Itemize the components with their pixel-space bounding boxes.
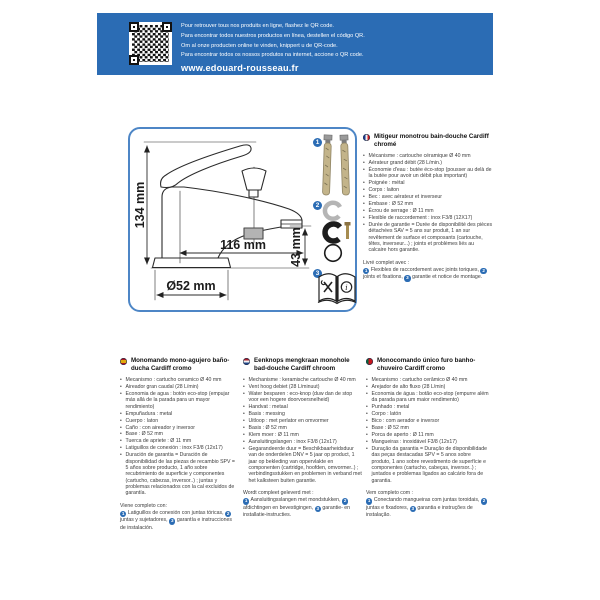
accessory-badge-2: 2: [313, 201, 322, 210]
spec-panel-french: [363, 133, 493, 282]
spec-item: • Mangueiras : inoxidável F3/8 (12x17): [366, 439, 490, 445]
spec-item: • Water besparen : eco-knop (duw dan de stop voor een hogere doorvoersnelheid): [243, 391, 363, 404]
faucet-technical-drawing: [132, 131, 314, 310]
accessory-badge-3: 3: [313, 269, 322, 278]
spec-list-spanish: [120, 377, 239, 497]
fixing-kit-icon: [318, 200, 354, 264]
flag-icon-netherlands: [243, 358, 250, 365]
dim-label-reach: 116 mm: [220, 238, 266, 252]
spec-list-french: [363, 153, 493, 254]
flag-icon-france: [363, 134, 370, 141]
delivered-intro: Vem completo com :: [366, 489, 413, 496]
panel-title-dutch: Eenknops mengkraan monohole bad-douche Cardiff chroom: [243, 357, 363, 373]
spec-list-dutch: [243, 377, 363, 484]
diverter-knob: [242, 168, 266, 190]
spec-item: • Bec : avec aérateur et inverseur: [363, 194, 493, 200]
qr-finder-icon: [162, 22, 172, 32]
svg-text:i: i: [345, 282, 348, 292]
step-badge: 1: [367, 498, 371, 504]
flag-icon-portugal: [366, 358, 373, 365]
spec-item: • Economia de agua : botón eco-stop (empujar más allá de la parada para un mayor rendimiento): [120, 391, 239, 410]
step-badge: 2: [482, 498, 486, 504]
spec-item: • Durée de garantie = Durée de disponibilité des pièces détachées SAV = 5 ans sur produit, 1 an sur revêtement de surface et composants (cartouche, têtes, inverseur...) ; joints et problèmes liés au calcaire hors garantie.: [363, 222, 493, 254]
qr-instruction-line: Para encontrar todos nuestros productos en línea, destellen el código QR.: [181, 32, 365, 39]
spec-item: • Embase : Ø 52 mm: [363, 201, 493, 207]
panel-title-portuguese: Monocomando único furo banho-chuveiro Cardiff cromo: [366, 357, 490, 373]
delivered-with-portuguese: Vem completo com : 1 Conectando mangueiras com juntas toroidais, 2 juntas e fixadores, 3 garantia e instruções de instalação.: [366, 490, 490, 519]
instruction-manual-icon: [316, 268, 358, 308]
spec-item: • Uitloop : met perlator en omvormer: [243, 418, 363, 424]
spec-list-portuguese: [366, 377, 490, 484]
spec-item: • Corps : laiton: [363, 187, 493, 193]
dim-label-height: 134 mm: [133, 181, 147, 229]
flexible-hoses-icon: [320, 134, 354, 198]
step-badge: 2: [226, 510, 230, 516]
spec-item: • Duração da garantia = Duração de disponibilidade das peças destacadas SPV = 5 anos sobre produto, 1 ano sobre revestimento de superfície e componentes (cartucho, cabeças, inversor..) ; juntados e problemas ligados ao calcário fora de garantia.: [366, 446, 490, 484]
faucet-lever: [161, 145, 252, 188]
spec-item: • Economia de água : botão eco-stop (empurre além da parada para um maior rendimento): [366, 391, 490, 404]
o-ring-icon: [325, 245, 342, 262]
dim-label-base-diameter: Ø52 mm: [166, 279, 216, 293]
spec-item: • Vent hoog debiet (28 L/minuut): [243, 384, 363, 390]
flag-icon-spain: [120, 358, 127, 365]
qr-finder-icon: [129, 22, 139, 32]
panel-title-spanish: Monomando mono-agujero baño-ducha Cardiff cromo: [120, 357, 239, 373]
spec-item: • Basis : Ø 52 mm: [243, 425, 363, 431]
accessory-badge-1: 1: [313, 138, 322, 147]
spec-item: • Base : Ø 52 mm: [366, 425, 490, 431]
spec-item: • Mechanisme : keramische cartouche Ø 40 mm: [243, 377, 363, 383]
spec-item: • Latiguillos de conexión : inox F3/8 (12x17): [120, 445, 239, 451]
step-badge: 3: [170, 518, 174, 524]
delivered-intro: Wordt compleet geleverd met :: [243, 489, 314, 496]
spec-item: • Empuñadura : metal: [120, 411, 239, 417]
spec-item: • Aireador gran caudal (28 L/min): [120, 384, 239, 390]
spec-item: • Écrou de serrage : Ø 11 mm: [363, 208, 493, 214]
spec-item: • Base : Ø 52 mm: [120, 431, 239, 437]
knob-stem: [249, 190, 258, 197]
spec-panel-portuguese: [366, 357, 490, 519]
spec-item: • Klem moer : Ø 11 mm: [243, 432, 363, 438]
spec-item: • Handvat : metaal: [243, 404, 363, 410]
website-url: www.edouard-rousseau.fr: [181, 63, 299, 74]
step-badge: 1: [121, 510, 125, 516]
washer-black: [325, 224, 340, 241]
panel-title-french: Mitigeur monotrou bain-douche Cardiff chromé: [363, 133, 493, 149]
spec-item: • Caño : con aireador y inversor: [120, 425, 239, 431]
step-badge: 1: [364, 267, 368, 273]
spec-item: • Mécanisme : cartouche céramique Ø 40 mm: [363, 153, 493, 159]
screw-icon: [346, 225, 349, 239]
qr-finder-icon: [129, 55, 139, 65]
spec-item: • Tuerca de apriete : Ø 11 mm: [120, 438, 239, 444]
qr-code: [129, 22, 172, 65]
qr-instruction-line: Pour retrouver tous nos produits en ligne, flashez le QR code.: [181, 23, 334, 29]
delivered-intro: Livré complet avec :: [363, 259, 410, 266]
spec-item: • Aansluitingslangen : inox F3/8 (12x17): [243, 439, 363, 445]
delivered-intro: Viene completo con:: [120, 502, 167, 509]
qr-instruction-line: Para encontrar todos os nossos produtos na internet, accione o QR code.: [181, 52, 364, 59]
spec-item: • Mecanismo : cartucho ceramico Ø 40 mm: [120, 377, 239, 383]
dim-label-spout-height: 43 mm: [289, 227, 303, 267]
spec-item: • Cuerpo : laton: [120, 418, 239, 424]
spec-panel-dutch: [243, 357, 363, 519]
header-text: [181, 22, 486, 73]
header-banner: [97, 13, 493, 75]
delivered-with-dutch: Wordt compleet geleverd met : 1 Aansluitingsslangen met mondstukken, 2 afdichtingen en bevestigingen, 3 garantie- en installatie-instructies.: [243, 490, 363, 519]
step-badge: 1: [244, 498, 248, 504]
spec-item: • Flexible de raccordement : inox F3/8 (12X17): [363, 215, 493, 221]
delivered-with-french: Livré complet avec : 1 Flexibles de raccordement avec joints toriques, 2 joints et fixations, 3 garantie et notice de montage.: [363, 260, 493, 282]
spec-panel-spanish: [120, 357, 239, 531]
spec-item: • Gegarandeerde duur = Beschikbaarheidsduur van de onderdelen DNV = 5 jaar op product, 1 jaar op bekleding van oppervlakte en componenten (cartridge, hoofden, omvormer..) ; verbindingsstukken en problemen in verband met het kalksteen buiten garantie.: [243, 446, 363, 484]
technical-drawing-panel: [128, 127, 357, 312]
base-plate: [153, 258, 231, 268]
washer-gray: [325, 203, 340, 219]
step-badge: 3: [411, 505, 415, 511]
spec-item: • Arejador de alto fluxo (28 L/min): [366, 384, 490, 390]
qr-instructions: [181, 22, 486, 61]
spec-item: • Corpo : latón: [366, 411, 490, 417]
spec-item: • Basis : messing: [243, 411, 363, 417]
spec-item: • Duración de garantia = Duración de disponibilidad de las piezas de recambio SPV = 5 años sobre producto, 1 año sobre recubrimiento de superficie y componentes (cartucho, cabezas, inversor..) ; juntas y problemas relacionados con la cal excluidos de garantía.: [120, 452, 239, 496]
spec-item: • Mecanismo : cartucho cerâmico Ø 40 mm: [366, 377, 490, 383]
spec-item: • Économie d'eau : butée éco-stop (pousser au delà de la butée pour avoir un débit plus important): [363, 167, 493, 180]
spec-item: • Punhado : metal: [366, 404, 490, 410]
step-badge: 2: [343, 498, 347, 504]
delivered-with-spanish: Viene completo con: 1 Latiguillos de conexión con juntas tóricas, 2 juntas y sujetadores, 3 garantía e instrucciones de instalación.: [120, 503, 239, 532]
qr-instruction-line: Om al onze producten online te vinden, knippert u de QR-code.: [181, 42, 338, 49]
spec-item: • Porca de aperto : Ø 11 mm: [366, 432, 490, 438]
screw-head: [345, 222, 351, 226]
spec-item: • Poignée : métal: [363, 180, 493, 186]
spec-item: • Aérateur grand débit (28 L/min.): [363, 160, 493, 166]
step-badge: 3: [316, 505, 319, 511]
step-badge: 3: [406, 275, 409, 281]
spec-item: • Bico : com aerador e inversor: [366, 418, 490, 424]
step-badge: 2: [482, 267, 485, 273]
